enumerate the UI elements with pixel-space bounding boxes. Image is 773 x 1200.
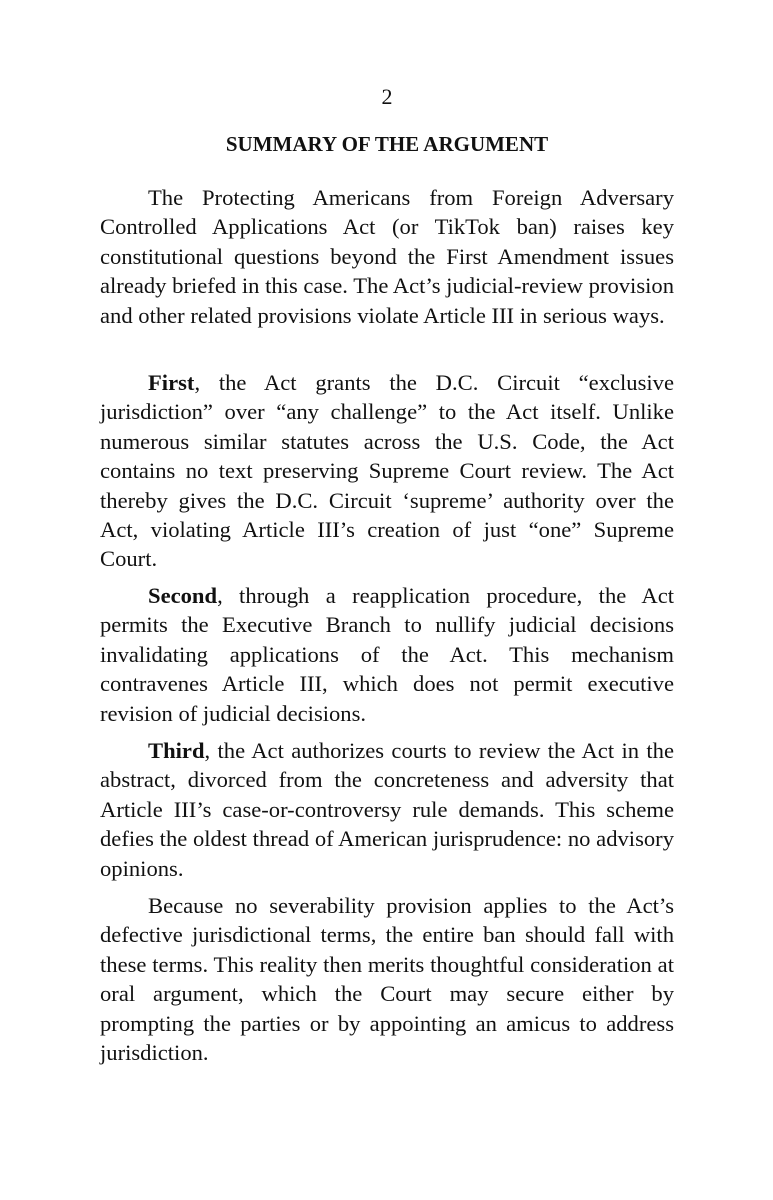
paragraph-text: , through a reapplication procedure, the Act permits the Executive Branch to nullify judicial decisions invalidating applications of the Act. This mechanism contravenes Article III, which does not permit executive revision of judicial decisions. [100,583,674,726]
paragraph-text: Because no severability provision applies to the Act’s defective jurisdictional terms, the entire ban should fall with these terms. This reality then merits thoughtful consideration at oral argument, which the Court may secure either by prompting the parties or by appointing an amicus to address jurisdiction. [100,893,674,1066]
paragraph-intro [100,183,674,330]
paragraph-lead-second: Second [148,583,218,608]
paragraph-lead-third: Third [148,738,205,763]
paragraph-first [100,368,674,574]
paragraph-second [100,581,674,728]
paragraph-text: , the Act authorizes courts to review the Act in the abstract, divorced from the concreteness and adversity that Article III’s case-or-controversy rule demands. This scheme defies the oldest thread of American jurisprudence: no advisory opinions. [100,738,674,881]
section-heading: SUMMARY OF THE ARGUMENT [225,132,549,156]
page-number: 2 [381,84,393,109]
paragraph-text: , the Act grants the D.C. Circuit “exclusive jurisdiction” over “any challenge” to the Act itself. Unlike numerous similar statutes across the U.S. Code, the Act contains no text preserving Supreme Court review. The Act thereby gives the D.C. Circuit ‘supreme’ authority over the Act, violating Article III’s creation of just “one” Supreme Court. [100,370,674,572]
paragraph-lead-first: First [148,370,195,395]
paragraph-third [100,736,674,883]
paragraph-conclusion [100,891,674,1067]
paragraph-text: The Protecting Americans from Foreign Adversary Controlled Applications Act (or TikTok ban) raises key constitutional questions beyond the First Amendment issues already briefed in this case. The Act’s judicial-review provision and other related provisions violate Article III in serious ways. [100,185,674,328]
